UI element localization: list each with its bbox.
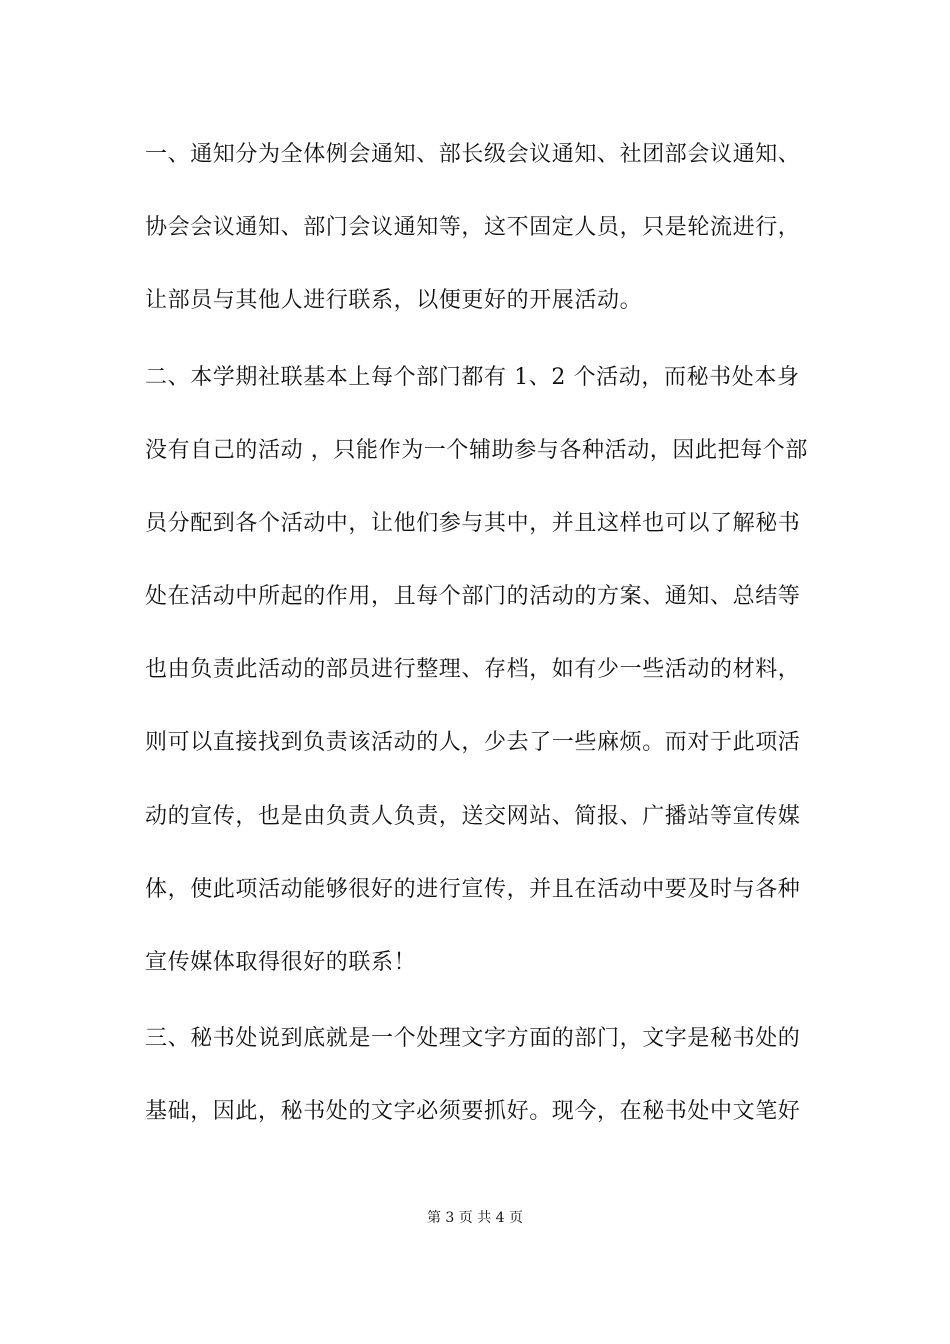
text-line: 处在活动中所起的作用，且每个部门的活动的方案、通知、总结等: [145, 584, 801, 609]
text-line: 员分配到各个活动中，让他们参与其中，并且这样也可以了解秘书: [145, 511, 801, 536]
text-line: 动的宣传，也是由负责人负责，送交网站、简报、广播站等宣传媒: [145, 804, 801, 829]
text-line: 没有自己的活动 ，只能作为一个辅助参与各种活动，因此把每个部: [145, 438, 808, 463]
text-line: 宣传媒体取得很好的联系！: [145, 950, 417, 975]
text-line: 则可以直接找到负责该活动的人，少去了一些麻烦。而对于此项活: [145, 730, 801, 755]
text-line: 体，使此项活动能够很好的进行宣传，并且在活动中要及时与各种: [145, 877, 801, 902]
text-line: 让部员与其他人进行联系，以便更好的开展活动。: [145, 288, 643, 313]
text-line: 一、通知分为全体例会通知、部长级会议通知、社团部会议通知、: [145, 142, 801, 167]
text-line: 基础，因此，秘书处的文字必须要抓好。现今，在秘书处中文笔好: [145, 1099, 801, 1124]
page-footer: 第 3 页 共 4 页: [426, 1210, 524, 1226]
text-line: 三、秘书处说到底就是一个处理文字方面的部门，文字是秘书处的: [145, 1026, 801, 1051]
text-line: 二、本学期社联基本上每个部门都有 1、2 个活动，而秘书处本身: [145, 365, 800, 390]
text-line: 协会会议通知、部门会议通知等，这不固定人员，只是轮流进行，: [145, 215, 801, 240]
text-line: 也由负责此活动的部员进行整理、存档，如有少一些活动的材料，: [145, 657, 801, 682]
